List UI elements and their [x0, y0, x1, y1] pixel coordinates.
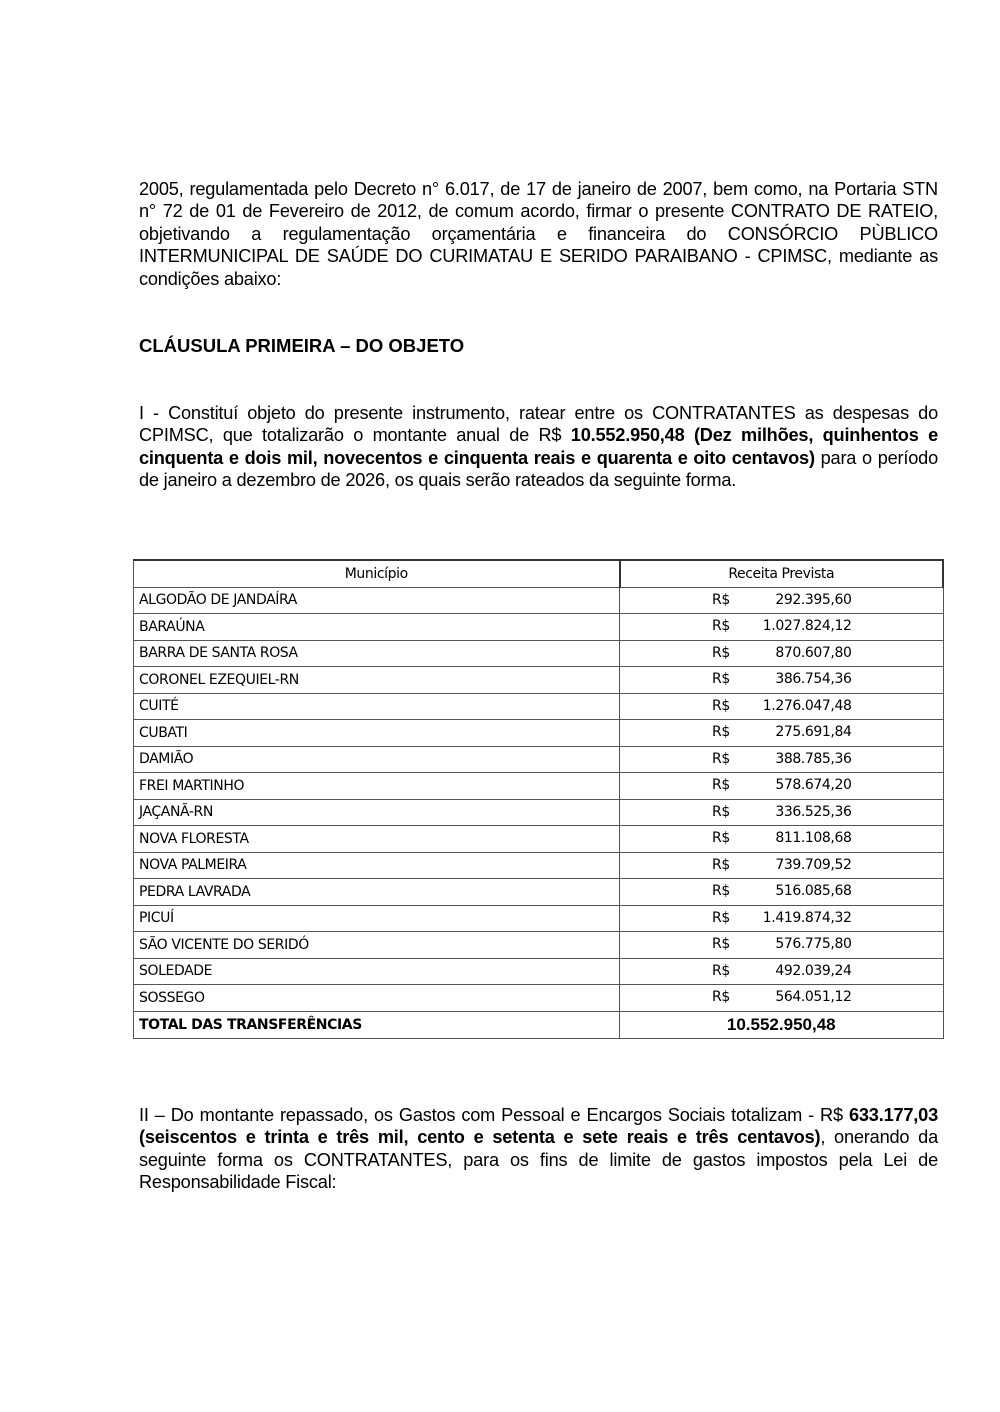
municipio-cell: JAÇANÃ-RN	[134, 799, 620, 826]
currency-symbol: R$	[712, 777, 730, 793]
municipio-cell: NOVA PALMEIRA	[134, 852, 620, 879]
total-label: TOTAL DAS TRANSFERÊNCIAS	[134, 1011, 620, 1038]
currency-symbol: R$	[712, 591, 730, 608]
receita-cell	[620, 932, 944, 959]
receita-cell	[620, 879, 944, 906]
municipio-cell: PEDRA LAVRADA	[134, 879, 620, 906]
object-amount-bold: 10.552.950,48 (Dez milhões, quinhentos e cinquenta e dois mil, novecentos e cinquenta reais e quarenta e oito centavos)	[139, 425, 938, 468]
currency-symbol: R$	[712, 671, 730, 687]
receita-cell	[620, 958, 944, 985]
currency-symbol: R$	[712, 803, 730, 820]
municipio-cell: CORONEL EZEQUIEL-RN	[134, 667, 620, 694]
personnel-paragraph	[139, 1104, 938, 1194]
table-row	[134, 932, 944, 959]
personnel-text-pre: II – Do montante repassado, os Gastos com Pessoal e Encargos Sociais totalizam - R$	[139, 1105, 849, 1125]
receita-value: 336.525,36	[775, 803, 852, 820]
table-row	[134, 905, 944, 932]
receita-value: 275.691,84	[775, 724, 852, 740]
currency-symbol: R$	[712, 724, 730, 740]
receita-cell	[620, 773, 944, 800]
table-row	[134, 693, 944, 720]
municipio-cell: PICUÍ	[134, 905, 620, 932]
table-row	[134, 614, 944, 641]
table-total-row	[134, 1011, 944, 1038]
municipio-cell: SOLEDADE	[134, 958, 620, 985]
table-body	[134, 587, 944, 1038]
table-row	[134, 799, 944, 826]
intro-paragraph: 2005, regulamentada pelo Decreto n° 6.017, de 17 de janeiro de 2007, bem como, na Portaria STN n° 72 de 01 de Fevereiro de 2012, de comum acordo, firmar o presente CONTRATO DE RATEIO, objetivando a regulamentação orçamentária e financeira do CONSÓRCIO PÙBLICO INTERMUNICIPAL DE SAÚDE DO CURIMATAU E SERIDO PARAIBANO - CPIMSC, mediante as condições abaixo:	[139, 179, 938, 289]
table-row	[134, 879, 944, 906]
receita-cell	[620, 720, 944, 747]
table-row	[134, 852, 944, 879]
receita-value: 564.051,12	[775, 989, 852, 1005]
currency-symbol: R$	[712, 618, 730, 634]
currency-symbol: R$	[712, 883, 730, 899]
table-row	[134, 720, 944, 747]
clause-heading: CLÁUSULA PRIMEIRA – DO OBJETO	[139, 335, 465, 356]
receita-value: 870.607,80	[775, 644, 852, 661]
currency-symbol: R$	[712, 830, 730, 846]
apportionment-table	[133, 559, 944, 1039]
receita-cell	[620, 852, 944, 879]
municipio-cell: DAMIÃO	[134, 746, 620, 773]
header-municipio: Município	[134, 560, 620, 587]
currency-symbol: R$	[712, 750, 730, 767]
receita-value: 1.419.874,32	[762, 909, 852, 926]
municipio-cell: FREI MARTINHO	[134, 773, 620, 800]
receita-value: 516.085,68	[775, 883, 852, 899]
municipio-cell: ALGODÃO DE JANDAÍRA	[134, 587, 620, 614]
table-row	[134, 985, 944, 1012]
receita-value: 578.674,20	[775, 777, 852, 793]
currency-symbol: R$	[712, 936, 730, 952]
municipio-cell: SÃO VICENTE DO SERIDÓ	[134, 932, 620, 959]
table-row	[134, 640, 944, 667]
object-text-pre: I - Constituí objeto do presente instrumento, ratear entre os CONTRATANTES as despesas do CPIMSC, que totalizarão o montante anual de R$	[139, 403, 938, 446]
receita-value: 388.785,36	[775, 750, 852, 767]
municipio-cell: CUBATI	[134, 720, 620, 747]
municipio-cell: SOSSEGO	[134, 985, 620, 1012]
receita-cell	[620, 693, 944, 720]
currency-symbol: R$	[712, 644, 730, 661]
table-row	[134, 587, 944, 614]
table-row	[134, 958, 944, 985]
municipio-cell: CUITÉ	[134, 693, 620, 720]
municipio-cell: NOVA FLORESTA	[134, 826, 620, 853]
receita-cell	[620, 746, 944, 773]
currency-symbol: R$	[712, 697, 730, 714]
receita-value: 811.108,68	[775, 830, 852, 846]
receita-value: 386.754,36	[775, 671, 852, 687]
currency-symbol: R$	[712, 962, 730, 979]
receita-cell	[620, 905, 944, 932]
receita-value: 1.276.047,48	[762, 697, 852, 714]
table-row	[134, 746, 944, 773]
receita-cell	[620, 799, 944, 826]
personnel-text-post: , onerando da seguinte forma os CONTRATANTES, para os fins de limite de gastos impostos pela Lei de Responsabilidade Fiscal:	[139, 1127, 939, 1193]
receita-cell	[620, 826, 944, 853]
receita-value: 492.039,24	[775, 962, 852, 979]
object-text-post: para o período de janeiro a dezembro de 2026, os quais serão rateados da seguinte forma.	[139, 447, 938, 491]
total-value: 10.552.950,48	[620, 1011, 944, 1038]
receita-cell	[620, 667, 944, 694]
receita-value: 1.027.824,12	[762, 618, 852, 634]
personnel-amount-bold: 633.177,03 (seiscentos e trinta e três mil, cento e setenta e sete reais e três centavos)	[139, 1105, 938, 1148]
receita-value: 292.395,60	[775, 591, 852, 608]
object-paragraph	[139, 402, 938, 492]
receita-cell	[620, 640, 944, 667]
municipio-cell: BARRA DE SANTA ROSA	[134, 640, 620, 667]
table-row	[134, 667, 944, 694]
table-header-row	[134, 560, 944, 587]
receita-cell	[620, 587, 944, 614]
receita-value: 739.709,52	[775, 856, 852, 873]
municipio-cell: BARAÚNA	[134, 614, 620, 641]
header-receita-prevista: Receita Prevista	[620, 560, 944, 587]
currency-symbol: R$	[712, 989, 730, 1005]
receita-cell	[620, 985, 944, 1012]
currency-symbol: R$	[712, 856, 730, 873]
receita-value: 576.775,80	[775, 936, 852, 952]
table-row	[134, 826, 944, 853]
table-row	[134, 773, 944, 800]
receita-cell	[620, 614, 944, 641]
currency-symbol: R$	[712, 909, 730, 926]
